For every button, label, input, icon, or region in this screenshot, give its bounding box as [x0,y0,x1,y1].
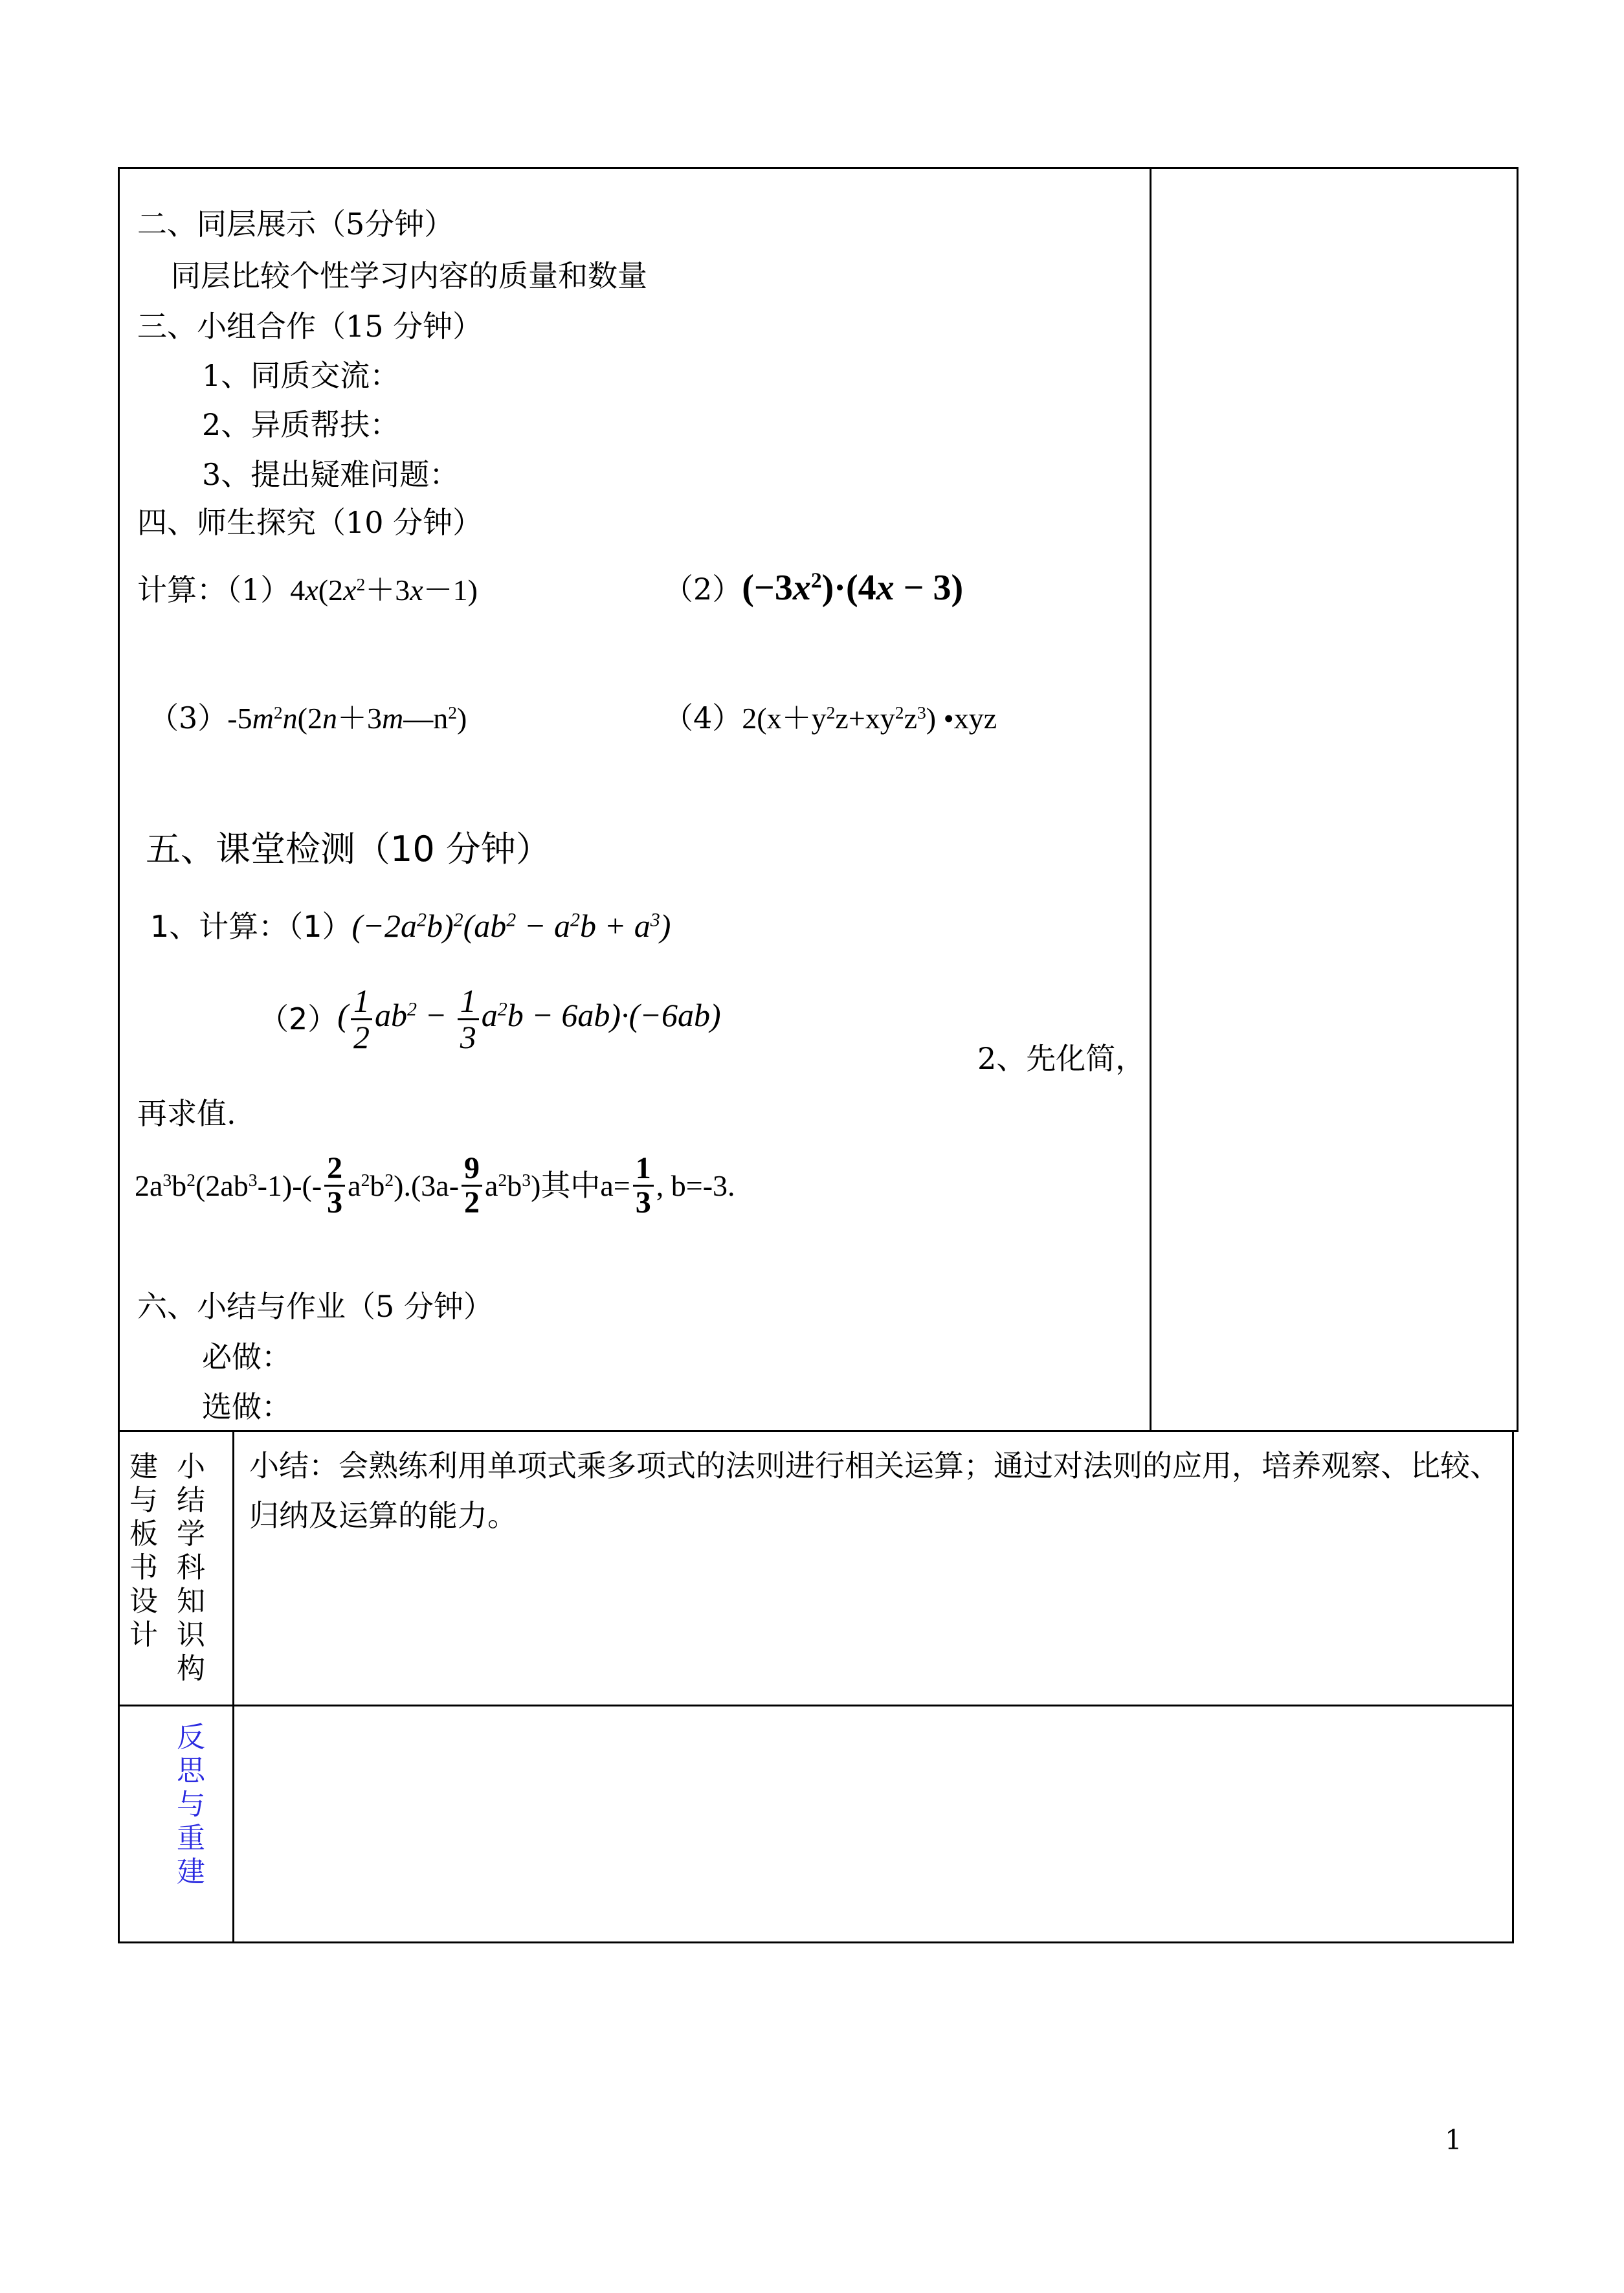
test-q2-expr: $2a^3b^2(2ab^3-1)-(-$ $\frac{2}{3}$ $a^2b^2).(3a-$ $\frac{9}{2}$ $a^2b^3$)其中a= $\frac{1}{3}$ , b=-3. [135,1151,735,1220]
section-4-title: 四、师生探究（10 分钟） [137,505,483,540]
table-divider-vertical-upper [1150,167,1151,1431]
problem-4-label: （4） [663,700,742,735]
problem-4-expr: $2(x+y^2z+xy^2z^3)$ •xyz [742,702,997,735]
table-divider-horizontal-2 [118,1705,1514,1706]
test-q1b [259,984,721,1054]
section-2-title: 二、同层展示（5分钟） [137,207,454,241]
section-3-item-3: 3、提出疑难问题： [202,457,460,492]
summary-text: 小结：会熟练利用单项式乘多项式的法则进行相关运算；通过对法则的应用，培养观察、比较、归纳及运算的能力。 [249,1448,1500,1533]
table-border-left [118,167,120,1943]
section-6-required: 必做： [202,1339,291,1374]
table-border-right-upper [1517,167,1518,1431]
board-label-col2: 小结学科知识构 [177,1450,205,1685]
test-q1b-label: （2） [259,1001,338,1036]
problem-3-label: （3） [149,700,228,735]
problem-3-expr: $-5m^2n(2n+3m—n^2)$ [227,702,467,735]
problem-1-label: 计算：（1） [137,572,291,607]
page-number: 1 [1445,2124,1462,2156]
reflect-label: 反思与重建 [177,1721,205,1888]
problem-2 [663,570,963,606]
test-q1-expr: $(-2a^2b)^2(ab^2 - a^2b + a^3)$ [351,908,671,944]
problem-3 [149,700,467,735]
section-3-item-1: 1、同质交流： [202,358,400,393]
test-q1-label: 1、计算：（1） [150,909,352,944]
problem-1 [137,572,478,607]
section-3-title: 三、小组合作（15 分钟） [137,309,483,344]
test-q1 [150,910,671,942]
section-6-title: 六、小结与作业（5 分钟） [137,1289,493,1324]
section-2-text: 同层比较个性学习内容的质量和数量 [171,258,647,293]
test-q2-label: 2、先化简， [977,1041,1146,1076]
problem-2-label: （2） [663,572,742,607]
problem-2-expr: $(-3x^2)\cdot(4x - 3)$ [742,568,964,608]
table-border-right-lower [1512,1430,1514,1943]
problem-1-expr: $4x(2x^2+3x-1)$ [290,574,478,607]
table-border-top [118,167,1518,169]
section-3-item-2: 2、异质帮扶： [202,407,400,442]
board-label-col1: 建与板书设计 [129,1450,158,1651]
table-divider-vertical-lower [232,1430,234,1943]
test-q2-continued: 再求值. [137,1096,236,1131]
section-6-optional: 选做： [202,1389,291,1424]
table-divider-horizontal-1 [118,1430,1518,1432]
test-q1b-expr: ( $\frac{1}{2}$ $ab^2$ − $\frac{1}{3}$ $a^2b - 6ab)\cdot(-6ab)$ [337,983,721,1055]
table-border-bottom [118,1941,1514,1943]
test-q2-where: 其中a= [540,1169,630,1202]
section-5-title: 五、课堂检测（10 分钟） [146,829,551,869]
problem-4 [663,700,997,735]
